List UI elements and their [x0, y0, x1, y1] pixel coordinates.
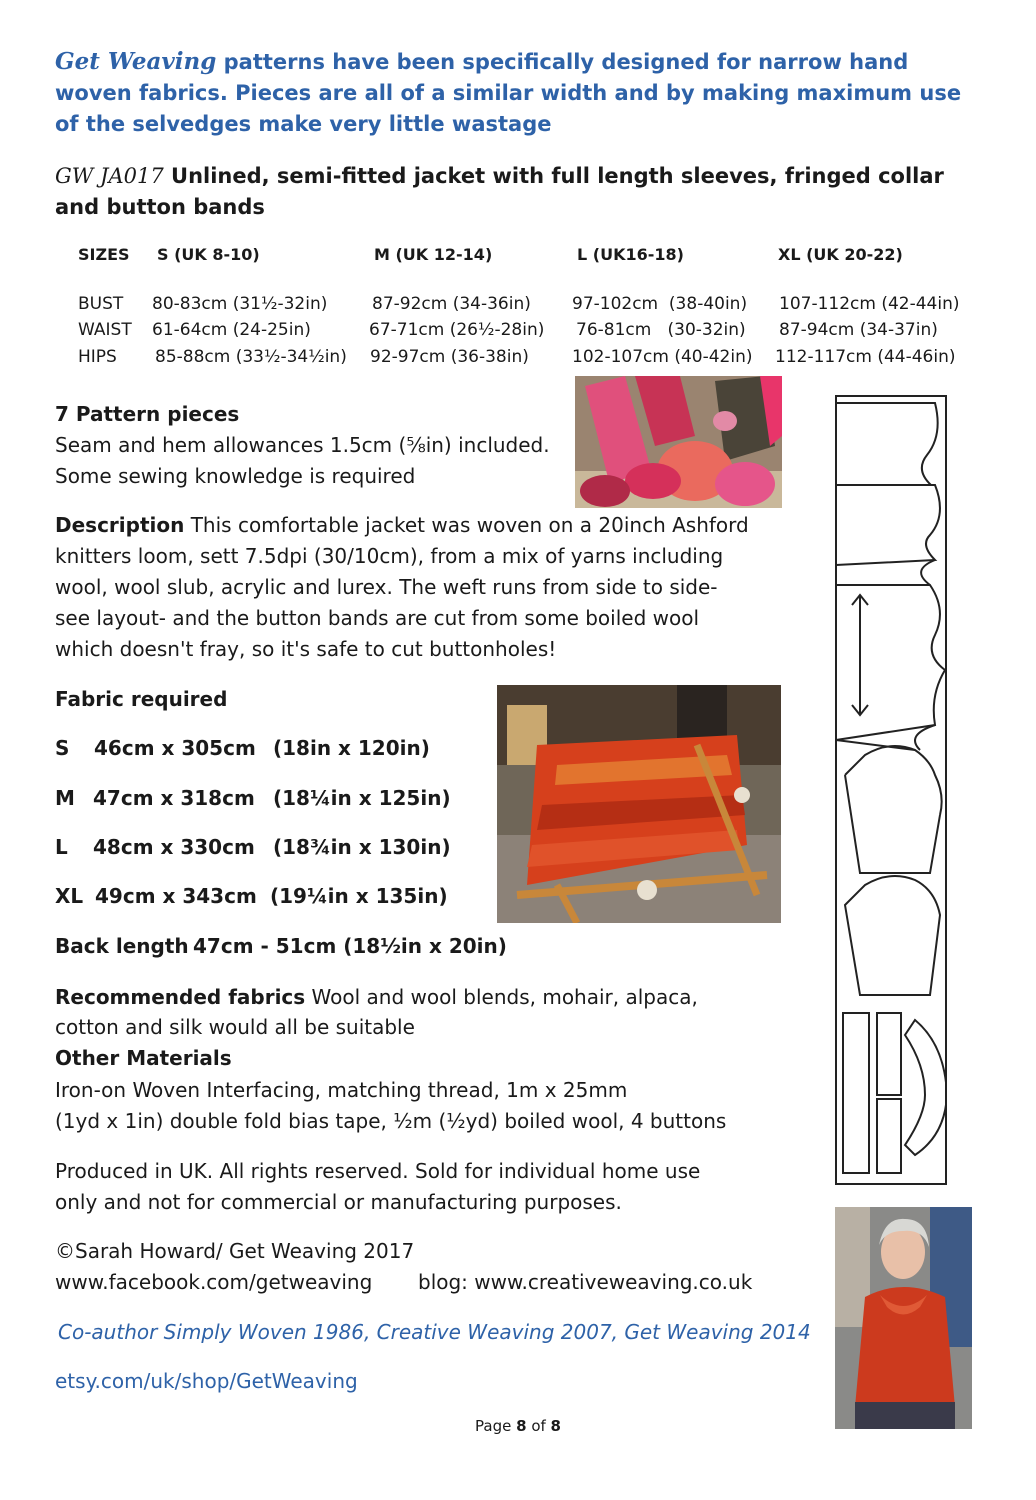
waist-xl: 87-94cm (34-37in): [779, 320, 938, 340]
fabric-in-s: (18in x 120in): [273, 736, 430, 760]
size-s-header: S (UK 8-10): [157, 245, 260, 264]
brand-name: Get Weaving: [55, 48, 217, 75]
page-current: 8: [516, 1417, 527, 1435]
author-photo: [835, 1207, 972, 1429]
hips-xl: 112-117cm (44-46in): [775, 347, 956, 367]
description-line-5: which doesn't fray, so it's safe to cut buttonholes!: [55, 637, 557, 661]
waist-label: WAIST: [78, 320, 132, 340]
author-illustration: [835, 1207, 972, 1429]
pieces-knowledge: Some sewing knowledge is required: [55, 464, 416, 488]
intro-paragraph: [55, 46, 975, 140]
fabric-in-m: (18¼in x 125in): [273, 786, 451, 810]
fabric-size-m: M: [55, 786, 75, 810]
description-line-2: knitters loom, sett 7.5dpi (30/10cm), from a mix of yarns including: [55, 544, 724, 568]
pattern-code: GW JA017: [55, 164, 164, 188]
waist-l: 76-81cm (30-32in): [576, 320, 746, 340]
pattern-layout-diagram: [835, 395, 947, 1187]
fabric-cm-s: 46cm x 305cm: [94, 736, 256, 760]
materials-line-2: (1yd x 1in) double fold bias tape, ½m (½yd) boiled wool, 4 buttons: [55, 1109, 727, 1133]
page-number: Page 8 of 8: [475, 1417, 561, 1435]
yarn-photo: [575, 376, 782, 508]
fabric-size-l: L: [55, 835, 68, 859]
description-line-3: wool, wool slub, acrylic and lurex. The weft runs from side to side-: [55, 575, 718, 599]
pattern-title: [55, 161, 955, 223]
materials-heading: Other Materials: [55, 1046, 232, 1070]
etsy-link[interactable]: etsy.com/uk/shop/GetWeaving: [55, 1369, 358, 1393]
fabric-size-xl: XL: [55, 884, 84, 908]
size-m-header: M (UK 12-14): [374, 245, 493, 264]
pieces-allowance: Seam and hem allowances 1.5cm (⅝in) included.: [55, 433, 550, 457]
loom-photo: [497, 685, 781, 923]
bust-l: 97-102cm (38-40in): [572, 294, 748, 314]
hips-m: 92-97cm (36-38in): [370, 347, 529, 367]
page-total: 8: [550, 1417, 561, 1435]
rights-line-2: only and not for commercial or manufacturing purposes.: [55, 1190, 622, 1214]
hips-label: HIPS: [78, 347, 117, 367]
coauthor-line: Co-author Simply Woven 1986, Creative Weaving 2007, Get Weaving 2014: [58, 1320, 811, 1344]
waist-m: 67-71cm (26½-28in): [369, 320, 545, 340]
materials-line-1: Iron-on Woven Interfacing, matching thread, 1m x 25mm: [55, 1078, 628, 1102]
recommended-line-1: Recommended fabrics Wool and wool blends, mohair, alpaca,: [55, 985, 698, 1009]
description-line-4: see layout- and the button bands are cut from some boiled wool: [55, 606, 700, 630]
loom-illustration: [497, 685, 781, 923]
bust-s: 80-83cm (31½-32in): [152, 294, 328, 314]
bust-label: BUST: [78, 294, 124, 314]
sizes-label: SIZES: [78, 245, 130, 264]
description-label: Description: [55, 513, 185, 537]
back-length-label: Back length: [55, 934, 189, 958]
facebook-link[interactable]: www.facebook.com/getweaving: [55, 1270, 373, 1294]
recommended-label: Recommended fabrics: [55, 985, 306, 1009]
hips-l: 102-107cm (40-42in): [572, 347, 753, 367]
pieces-heading: 7 Pattern pieces: [55, 402, 240, 426]
fabric-heading: Fabric required: [55, 687, 228, 711]
recommended-line-2: cotton and silk would all be suitable: [55, 1015, 415, 1039]
pattern-description: Unlined, semi-fitted jacket with full length sleeves, fringed collar and button bands: [55, 164, 944, 219]
hips-s: 85-88cm (33½-34½in): [155, 347, 347, 367]
rights-line-1: Produced in UK. All rights reserved. Sold for individual home use: [55, 1159, 701, 1183]
fabric-cm-xl: 49cm x 343cm: [95, 884, 257, 908]
bust-xl: 107-112cm (42-44in): [779, 294, 960, 314]
size-xl-header: XL (UK 20-22): [778, 245, 903, 264]
fabric-cm-l: 48cm x 330cm: [93, 835, 255, 859]
blog-link[interactable]: blog: www.creativeweaving.co.uk: [418, 1270, 753, 1294]
size-l-header: L (UK16-18): [577, 245, 684, 264]
yarn-illustration: [575, 376, 782, 508]
fabric-cm-m: 47cm x 318cm: [93, 786, 255, 810]
intro-text: patterns have been specifically designed for narrow hand woven fabrics. Pieces are all of a similar width and by making maximum use of the selvedges make very little wastage: [55, 50, 962, 136]
waist-s: 61-64cm (24-25in): [152, 320, 311, 340]
description-line-1: Description This comfortable jacket was woven on a 20inch Ashford: [55, 513, 749, 537]
back-length-value: 47cm - 51cm (18½in x 20in): [193, 934, 507, 958]
copyright: ©Sarah Howard/ Get Weaving 2017: [55, 1239, 415, 1263]
fabric-in-xl: (19¼in x 135in): [270, 884, 448, 908]
bust-m: 87-92cm (34-36in): [372, 294, 531, 314]
fabric-size-s: S: [55, 736, 70, 760]
fabric-in-l: (18¾in x 130in): [273, 835, 451, 859]
